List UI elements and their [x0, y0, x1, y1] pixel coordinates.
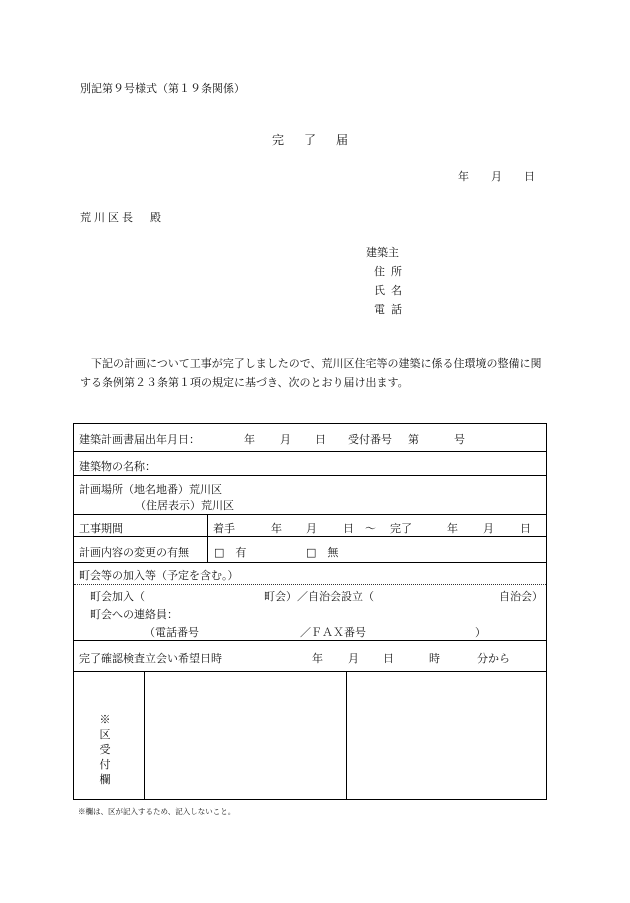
inspection-day: 日: [383, 652, 394, 665]
owner-block: [366, 243, 408, 319]
inspection-minute: 分から: [477, 652, 510, 665]
body-paragraph: 下記の計画について工事が完了しましたので、荒川区住宅等の建築に係る住環境の整備に関する条例第２３条第１項の規定に基づき、次のとおり届け出ます。: [80, 357, 542, 389]
form-table: [73, 423, 547, 800]
building-name-label: 建築物の名称：: [79, 460, 156, 473]
inspection-hour: 時: [429, 652, 440, 665]
owner-phone-label: 電話: [374, 303, 408, 316]
notification-year: 年: [244, 433, 255, 446]
addressee: 荒川区長 殿: [80, 211, 164, 224]
period-tilde: 〜: [365, 522, 376, 535]
end-month: 月: [483, 522, 494, 535]
owner-heading: 建築主: [366, 246, 399, 259]
contact-close-paren: ）: [475, 626, 486, 639]
row-building-name: [74, 452, 546, 476]
date-year: 年: [458, 170, 469, 183]
construction-end-label: 完了: [390, 522, 412, 535]
association-join-mid: 町会）／自治会設立（: [264, 590, 374, 603]
construction-period-label: 工事期間: [79, 522, 123, 535]
title-char-3: 届: [336, 133, 349, 147]
end-year: 年: [447, 522, 458, 535]
location-address-label: （住居表示）荒川区: [135, 499, 234, 512]
inspection-year: 年: [312, 652, 323, 665]
contact-fax-label: ／ＦＡＸ番号: [300, 626, 366, 639]
date-month: 月: [491, 170, 502, 183]
reception-go: 号: [454, 433, 465, 446]
association-join-end: 自治会）: [499, 590, 543, 603]
start-day: 日: [343, 522, 354, 535]
plan-change-label: 計画内容の変更の有無: [79, 546, 189, 559]
owner-address-label: 住所: [374, 265, 408, 278]
form-reference: 別記第９号様式（第１９条関係）: [80, 82, 245, 95]
reception-dai: 第: [408, 433, 419, 446]
reception-number-label: 受付番号: [348, 433, 392, 446]
association-header: 町会等の加入等（予定を含む。）: [79, 569, 239, 582]
row-inspection-datetime: [74, 641, 546, 672]
submission-date: [458, 168, 535, 184]
row-plan-change: [74, 537, 546, 563]
construction-start-label: 着手: [213, 522, 235, 535]
notification-date-label: 建築計画書届出年月日：: [79, 433, 200, 446]
location-lot-label: 計画場所（地名地番）荒川区: [79, 483, 222, 496]
association-contact-label: 町会への連絡員：: [90, 608, 178, 621]
end-day: 日: [520, 522, 531, 535]
owner-name-label: 氏名: [374, 284, 408, 297]
title-char-1: 完: [272, 133, 285, 147]
inspection-datetime-label: 完了確認検査立会い希望日時: [79, 652, 222, 665]
reception-stamp-label: ※区受付欄: [99, 713, 111, 786]
inspection-month: 月: [348, 652, 359, 665]
reception-stamp-area: [74, 672, 546, 799]
row-plan-location: [74, 476, 546, 515]
notification-month: 月: [280, 433, 291, 446]
footnote: ※欄は、区が記入するため、記入しないこと。: [78, 807, 236, 816]
plan-change-yes-checkbox[interactable]: □ 有: [214, 546, 247, 559]
start-year: 年: [271, 522, 282, 535]
row-construction-period: [74, 515, 546, 537]
plan-change-no-checkbox[interactable]: □ 無: [306, 546, 339, 559]
row-notification-date: [74, 424, 546, 452]
association-join-label: 町会加入（: [90, 590, 145, 603]
notification-day: 日: [315, 433, 326, 446]
date-day: 日: [524, 170, 535, 183]
document-title: [272, 131, 348, 148]
row-neighborhood-association: [74, 563, 546, 641]
start-month: 月: [306, 522, 317, 535]
title-char-2: 了: [304, 133, 317, 147]
contact-phone-label: （電話番号: [144, 626, 199, 639]
